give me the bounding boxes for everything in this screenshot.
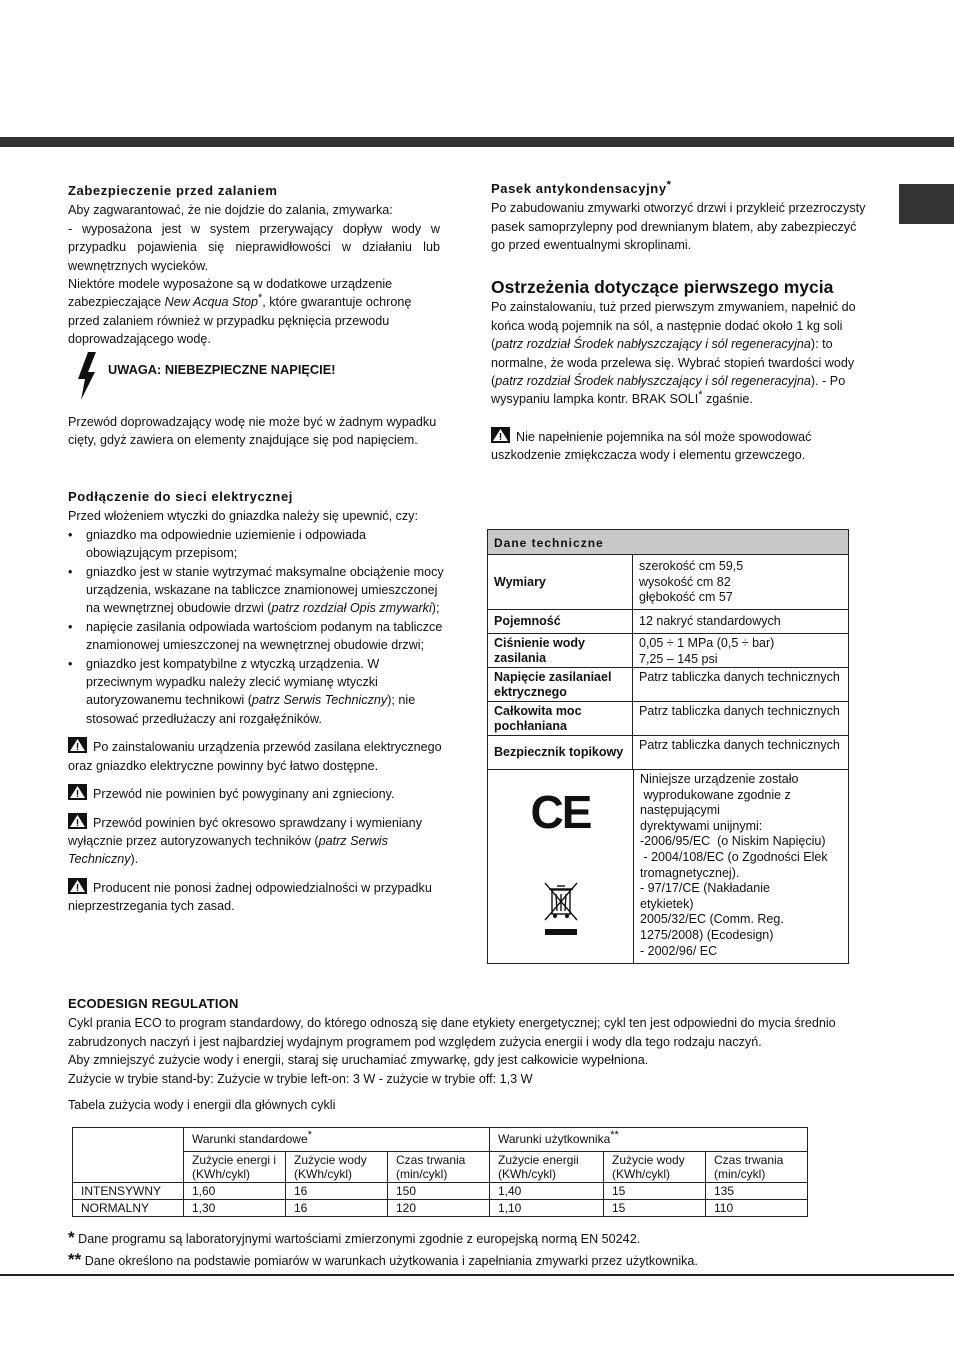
condensation-section [491, 180, 871, 255]
std-label: Warunki standardowe [192, 1132, 308, 1146]
tech-value [633, 634, 848, 667]
tech-value-line: wysokość cm 82 [639, 574, 731, 589]
directive-line: etykietek) [640, 896, 694, 911]
table-row [73, 1183, 808, 1200]
cell: 16 [286, 1200, 388, 1217]
tech-value-line: 0,05 ÷ 1 MPa (0,5 ÷ bar) [639, 636, 775, 650]
danger-label: UWAGA: NIEBEZPIECZNE NAPIĘCIE! [108, 362, 336, 377]
electric-warning-4 [68, 878, 446, 916]
warning-text: Po zainstalowaniu urządzenia przewód zasilana elektrycznego oraz gniazdko elektryczne powinny być łatwo dostępne. [68, 740, 442, 773]
table-row [488, 610, 848, 634]
condensation-text: Po zabudowaniu zmywarki otworzyć drzwi i przykleić przezroczysty pasek samoprzylepny pod drewnianym blatem, aby zabezpieczyć go przed ewentualnymi skroplinami. [491, 201, 866, 253]
condensation-heading-text: Pasek antykondensacyjny [491, 181, 667, 196]
table-row [488, 668, 848, 702]
table-row [73, 1200, 808, 1217]
sub-header: Zużycie wody (KWh/cykl) [604, 1152, 706, 1183]
row-name: INTENSYWNY [73, 1183, 184, 1200]
warning-triangle-icon [68, 878, 87, 894]
sub-header: Czas trwania (min/cykl) [706, 1152, 808, 1183]
list-text: ); [431, 601, 440, 616]
directive-line: - 2002/96/ EC [640, 943, 718, 958]
eco-table-caption: Tabela zużycia wody i energii dla głównych cykli [68, 1098, 336, 1113]
eco-l1: Cykl prania ECO to program standardowy, do którego odnoszą się dane etykiety energetycznej; cykl ten jest odpowiedni do mycia średnio zabrudzonych naczyń i jest najbardziej wydajnym programem pod względem zużycia energii i wody dla tego rodzaju naczyń. [68, 1016, 836, 1049]
std-header [184, 1128, 490, 1152]
ce-mark-icon: CE [530, 786, 591, 838]
flood-p3-star: * [257, 292, 263, 305]
eco-l2: Aby zmniejszyć zużycie wody i energii, staraj się uruchamiać zmywarkę, gdy jest całkowicie wypełniona. [68, 1053, 649, 1068]
electric-section [68, 488, 446, 916]
list-text: gniazdko jest w stanie wytrzymać maksymalne obciążenie mocy urządzenia, wskazane na tabliczce znamionowej umieszczonej na wewnętrznej obudowie drzwi ( [86, 564, 444, 616]
electric-heading: Podłączenie do sieci elektrycznej [68, 489, 294, 504]
empty-cell [73, 1128, 184, 1183]
flood-heading: Zabezpieczenie przed zalaniem [68, 183, 278, 198]
table-row [488, 634, 848, 668]
warning-triangle-icon [68, 784, 87, 800]
firstwash-t2: ): to normalne, że woda przelewa się. Wybrać stopień twardości wody ( [491, 337, 855, 389]
cell: 15 [604, 1200, 706, 1217]
danger-text: Przewód doprowadzający wodę nie może być w żadnym wypadku cięty, gdyż zawiera on elementy znajdujące się pod napięciem. [68, 415, 437, 448]
firstwash-t2-italic: patrz rozdział Środek nabłyszczający i sól regeneracyjna [495, 374, 811, 389]
warning-triangle-icon [68, 813, 87, 829]
cell: 135 [706, 1183, 808, 1200]
list-item: • gniazdko ma odpowiednie uziemienie i odpowiada obowiązującym przepisom; [68, 526, 446, 563]
directive-line: -2006/95/EC (o Niskim Napięciu) [640, 834, 826, 849]
directive-line: tromagnetycznej). [640, 865, 740, 880]
cell: 120 [388, 1200, 490, 1217]
cell: 150 [388, 1183, 490, 1200]
tech-key: Bezpiecznik topikowy [488, 736, 633, 769]
electric-warning-3 [68, 813, 446, 869]
cell: 1,10 [490, 1200, 604, 1217]
firstwash-section [491, 278, 871, 465]
warning-triangle-icon [68, 737, 87, 753]
cell: 1,60 [184, 1183, 286, 1200]
warning-text: Przewód powinien być okresowo sprawdzany i wymieniany wyłącznie przez autoryzowanych techników ( [68, 815, 422, 848]
cell: 1,40 [490, 1183, 604, 1200]
tech-value-line: szerokość cm 59,5 [639, 559, 744, 573]
lightning-icon [74, 352, 104, 400]
sub-header: Zużycie energi i (KWh/cykl) [184, 1152, 286, 1183]
table-row [488, 702, 848, 736]
condensation-heading [491, 180, 871, 198]
tech-key: Całkowita moc pochłaniana [488, 702, 633, 735]
crossed-bin-icon [542, 880, 580, 942]
user-star: ** [610, 1129, 619, 1141]
firstwash-t4: zgaśnie. [702, 392, 753, 407]
list-item: • napięcie zasilania odpowiada wartościom podanym na tabliczce znamionowej umieszczonej na wewnętrznej obudowie drzwi; [68, 618, 446, 655]
tech-value: Patrz tabliczka danych technicznych [639, 670, 840, 684]
table-row [73, 1152, 808, 1183]
footnote-text: Dane programu są laboratoryjnymi wartościami zmierzonymi zgodnie z europejską normą EN 50242. [74, 1232, 641, 1246]
top-bar [0, 137, 954, 147]
std-star: * [307, 1129, 312, 1141]
electric-list [68, 526, 446, 728]
directive-line: 1275/2008) (Ecodesign) [640, 927, 774, 942]
footnote-2 [68, 1251, 898, 1270]
list-italic: patrz rozdział Opis zmywarki [271, 601, 432, 616]
warning-italic: patrz Serwis Techniczny [68, 833, 388, 867]
firstwash-heading: Ostrzeżenia dotyczące pierwszego mycia [491, 277, 834, 297]
table-row [488, 555, 848, 610]
firstwash-star: * [698, 389, 703, 402]
directive-line: wyprodukowane zgodnie z [640, 787, 791, 802]
table-row [73, 1128, 808, 1152]
directive-line: następującymi [640, 803, 720, 818]
tech-table-title: Dane techniczne [488, 530, 848, 555]
directive-line: dyrektywami unijnymi: [640, 818, 763, 833]
cell: 1,30 [184, 1200, 286, 1217]
tech-value [633, 555, 848, 609]
user-label: Warunki użytkownika [498, 1132, 611, 1146]
tech-marks [488, 770, 633, 963]
directive-line: 2005/32/EC (Comm. Reg. [640, 912, 784, 927]
eco-heading: ECODESIGN REGULATION [68, 996, 239, 1011]
list-text: ); nie stosować przedłużaczy ani rozgałęźników. [86, 693, 416, 726]
directive-line: Niniejsze urządzenie zostało [640, 772, 799, 786]
language-tab [899, 184, 954, 224]
directives-text [633, 770, 848, 963]
sub-header: Zużycie wody (KWh/cykl) [286, 1152, 388, 1183]
tech-value: Patrz tabliczka danych technicznych [639, 738, 840, 752]
flood-section [68, 182, 440, 349]
warning-text: Nie napełnienie pojemnika na sól może spowodować uszkodzenie zmiękczacza wody i elementu grzewczego. [491, 429, 812, 463]
tech-key: Pojemność [488, 610, 633, 633]
tech-value: Patrz tabliczka danych technicznych [639, 704, 840, 718]
list-item [68, 563, 446, 618]
firstwash-t3: ). - Po wysypaniu lampka kontr. BRAK SOLI [491, 374, 846, 407]
warning-text: Przewód nie powinien być powyginany ani zgnieciony. [93, 787, 395, 802]
user-header [490, 1128, 808, 1152]
eco-section [68, 995, 898, 1114]
sub-header: Czas trwania (min/cykl) [388, 1152, 490, 1183]
tech-value-line: 7,25 – 145 psi [639, 651, 718, 666]
firstwash-text [491, 298, 871, 408]
eco-l3: Zużycie w trybie stand-by: Zużycie w trybie left-on: 3 W - zużycie w trybie off: 1,3 W [68, 1071, 533, 1086]
electric-warning-2 [68, 784, 446, 803]
firstwash-t1: Po zainstalowaniu, tuż przed pierwszym zmywaniem, napełnić do końca wodą pojemnik na sól, a następnie dodać około 1 kg soli ( [491, 300, 856, 352]
footnote-text: Dane określono na podstawie pomiarów w warunkach użytkowania i zapełniania zmywarki przez użytkownika. [81, 1254, 698, 1268]
list-text: gniazdko jest kompatybilne z wtyczką urządzenia. W przeciwnym wypadku należy zlecić wymianę wtyczki autoryzowanemu technikowi ( [86, 656, 380, 708]
firstwash-t1-italic: patrz rozdział Środek nabłyszczający i sól regeneracyjna [495, 337, 811, 352]
cell: 16 [286, 1183, 388, 1200]
tech-key: Ciśnienie wody zasilania [488, 634, 633, 667]
footnote-1 [68, 1229, 898, 1248]
flood-p2: - wyposażona jest w system przerywający dopływ wody w przypadku pojawienia się nieprawidłowości w działaniu lub wewnętrznych wycieków. [68, 221, 440, 273]
warning-triangle-icon [491, 427, 510, 443]
flood-p3-italic: New Acqua Stop [164, 295, 258, 310]
consumption-table [72, 1127, 808, 1217]
list-italic: patrz Serwis Techniczny [251, 693, 388, 708]
directive-line: - 97/17/CE (Nakładanie [640, 881, 770, 896]
sub-header: Zużycie energii (KWh/cykl) [490, 1152, 604, 1183]
footnote-star: ** [68, 1250, 82, 1269]
flood-p3b: , które gwarantuje ochronę przed zalaniem również w przypadku pęknięcia przewodu doprowadzającego wodę. [68, 295, 412, 347]
warning-text: ). [130, 852, 139, 867]
footnote-star: * [68, 1228, 75, 1247]
tech-data-table [487, 529, 849, 964]
table-row [488, 770, 848, 963]
flood-p3 [68, 275, 440, 349]
tech-key: Wymiary [488, 555, 633, 609]
row-name: NORMALNY [73, 1200, 184, 1217]
tech-value: 12 nakryć standardowych [639, 614, 781, 628]
directive-line: - 2004/108/EC (o Zgodności Elek [640, 849, 828, 864]
warning-text: Producent nie ponosi żadnej odpowiedzialności w przypadku nieprzestrzegania tych zasad. [68, 880, 432, 914]
firstwash-warning [491, 427, 871, 465]
condensation-star: * [666, 179, 672, 191]
cell: 15 [604, 1183, 706, 1200]
electric-intro: Przed włożeniem wtyczki do gniazdka należy się upewnić, czy: [68, 509, 418, 524]
bottom-rule [0, 1274, 954, 1276]
tech-key: Napięcie zasilaniael ektrycznego [488, 668, 633, 701]
table-row [488, 736, 848, 770]
flood-p3a: Niektóre modele wyposażone są w dodatkowe urządzenie zabezpieczające [68, 277, 393, 310]
cell: 110 [706, 1200, 808, 1217]
tech-value-line: głębokość cm 57 [639, 590, 733, 605]
list-item [68, 655, 446, 729]
flood-p1: Aby zagwarantować, że nie dojdzie do zalania, zmywarka: [68, 203, 393, 218]
electric-warning-1 [68, 737, 446, 775]
